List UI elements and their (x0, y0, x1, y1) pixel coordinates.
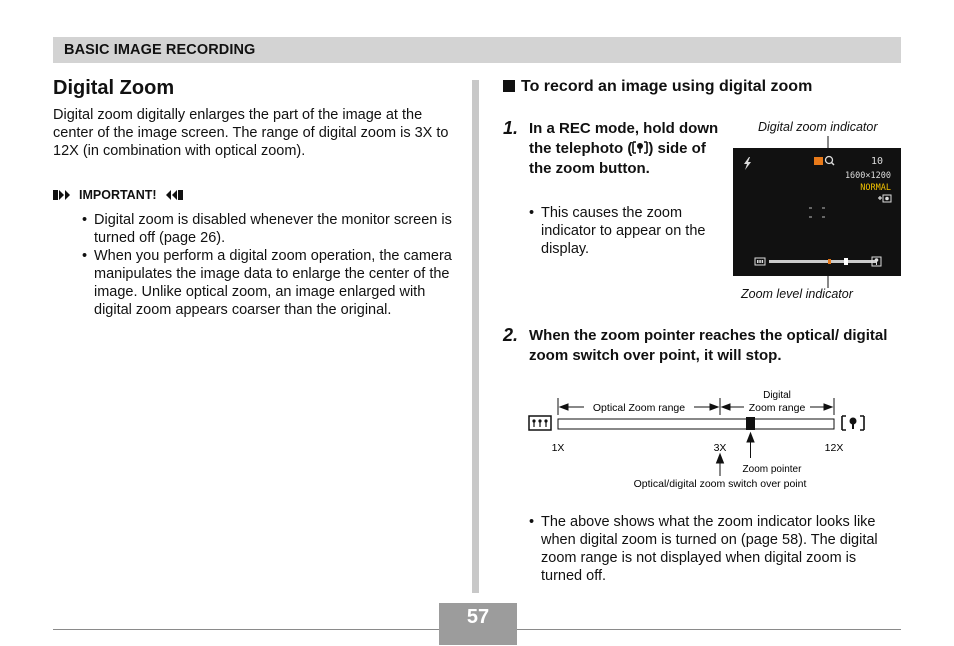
zoom-level-bar (769, 260, 876, 263)
zoom-range-diagram (522, 382, 872, 499)
switch-point-label: Optical/digital zoom switch over point (633, 478, 807, 490)
step-2-text: When the zoom pointer reaches the optical/ digital zoom switch over point, it will stop. (529, 327, 888, 364)
tele-icon (842, 416, 864, 430)
page-title: Digital Zoom (53, 77, 175, 99)
list-item: • The above shows what the zoom indicator looks like when digital zoom is turned on (page 58). The digital zoom range is not displayed when digital zoom is turned off. (529, 513, 901, 585)
zoom-bar (558, 419, 834, 429)
resolution-readout: 1600×1200 (844, 171, 891, 181)
camera-mode-icon (878, 195, 891, 202)
column-divider (472, 80, 479, 593)
wide-icon (755, 258, 765, 265)
zoom-level-indicator-label: Zoom level indicator (741, 287, 853, 301)
note-bullet-list (529, 513, 901, 585)
magnifier-icon (826, 157, 833, 164)
digital-range-label-line1: Digital (763, 390, 791, 401)
shot-counter: 10 (870, 156, 883, 167)
flash-icon (744, 157, 751, 170)
important-bullet-list (82, 211, 452, 319)
tick-label-3x: 3X (713, 442, 727, 454)
important-label: IMPORTANT! (79, 188, 157, 202)
square-bullet-icon (503, 80, 515, 92)
list-item: • Digital zoom is disabled whenever the monitor screen is turned off (page 26). (82, 211, 452, 247)
zoom-pointer-label: Zoom pointer (742, 464, 802, 475)
list-item: • When you perform a digital zoom operation, the camera manipulates the image data to enlarge the center of the image. Unlike optical zoom, an image enlarged with digital zoom appears coarser than the original. (82, 247, 452, 319)
important-left-icon (53, 189, 73, 201)
procedure-heading: To record an image using digital zoom (503, 78, 812, 96)
camera-lcd-preview (733, 148, 901, 276)
important-callout (53, 188, 183, 202)
important-right-icon (163, 189, 183, 201)
wide-icon (529, 416, 551, 430)
telephoto-icon (632, 141, 648, 154)
digital-zoom-indicator-icon (814, 157, 823, 165)
step-2-number: 2. (503, 325, 519, 345)
digital-zoom-indicator-label: Digital zoom indicator (758, 120, 878, 134)
step-1-text: In a REC mode, hold down the telephoto ( ) side of the zoom button. (529, 120, 719, 177)
step-1-number: 1. (503, 118, 519, 138)
optical-range-label: Optical Zoom range (592, 402, 686, 414)
intro-paragraph: Digital zoom digitally enlarges the part of the image at the center of the image screen. The range of digital zoom is 3X to 12X (in combination with optical zoom). (53, 107, 449, 159)
quality-readout: NORMAL (860, 183, 891, 193)
list-item: • This causes the zoom indicator to appear on the display. (529, 204, 724, 258)
section-header-title: BASIC IMAGE RECORDING (64, 42, 256, 58)
zoom-level-pointer (844, 258, 848, 265)
tick-label-1x: 1X (551, 442, 565, 454)
digital-range-label-line2: Zoom range (748, 402, 806, 414)
zoom-pointer-mark (746, 417, 755, 430)
switch-point-mark (828, 259, 831, 264)
step-1-bullet-list (529, 204, 724, 258)
focus-frame (809, 208, 825, 217)
page-number: 57 (466, 606, 490, 628)
tick-label-12x: 12X (824, 442, 844, 454)
